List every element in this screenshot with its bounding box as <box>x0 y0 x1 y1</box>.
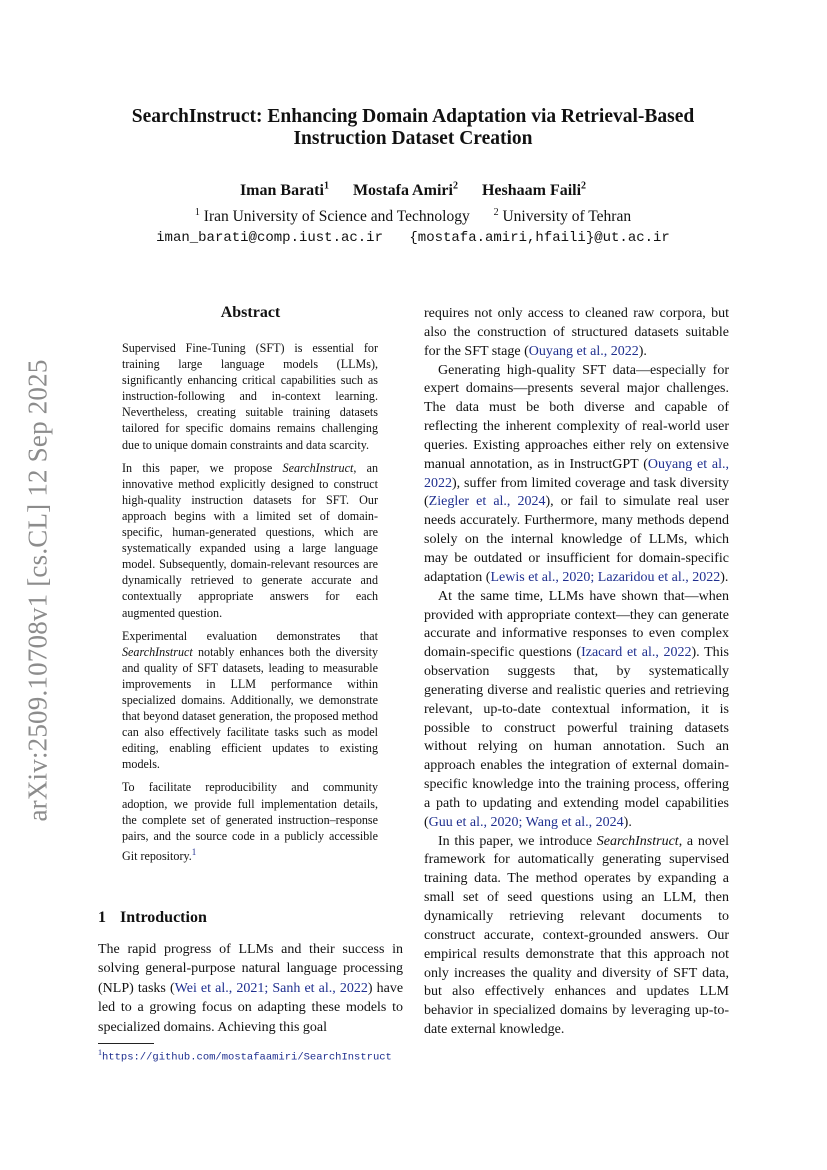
footnote-url-line <box>98 1046 392 1065</box>
abstract-paragraph-4 <box>122 779 378 864</box>
affil-mark: 1 <box>194 207 200 218</box>
text-run: At the same time, LLMs have shown that—when provided with appropriate context—they can generate accurate and informative responses to even complex domain-specific questions ( <box>424 588 729 661</box>
abstract-heading: Abstract <box>220 304 281 321</box>
text-run: ), or fail to simulate real user needs accurately. Furthermore, many methods depend solely on the internal knowledge of LLMs, which may be outdated or insufficient for domain-specific adaptation ( <box>424 494 729 585</box>
affiliation-1 <box>195 208 470 225</box>
text-run: The rapid progress of LLMs and their success in solving general-purpose natural language processing (NLP) tasks ( <box>98 942 403 996</box>
text-run: To facilitate reproducibility and community adoption, we provide full implementation details, the complete set of generated instruction–response pairs, and the source code in a publicly accessible Git repository. <box>122 780 378 863</box>
footnote-mark: 1 <box>98 1048 102 1057</box>
author-name: Mostafa Amiri <box>352 182 453 200</box>
citation-separator: ; <box>590 569 598 585</box>
citation-separator: ; <box>518 814 526 830</box>
text-run: ). This observation suggests that, by systematically generating diverse and realistic queries and retrieving relevant, up-to-date contextual information, it is possible to construct powerful training datasets without relying on human annotation. Such an approach enables the integration of external domain-specific knowledge into the training process, offering a path to updating and extending model capabilities ( <box>424 645 729 830</box>
footnote-link[interactable]: 1 <box>191 846 197 857</box>
citation-link[interactable]: Ouyang et al., 2022 <box>424 456 730 491</box>
paper-title: SearchInstruct: Enhancing Domain Adaptation via Retrieval-Based Instruction Dataset Creation <box>131 106 695 149</box>
text-run: In this paper, we introduce <box>438 833 597 849</box>
author-affil-mark: 2 <box>581 181 587 192</box>
text-run: ). <box>623 814 632 830</box>
author-name: Heshaam Faili <box>481 182 582 200</box>
footnote <box>98 1046 398 1065</box>
section-heading-introduction <box>98 909 207 927</box>
author-list <box>98 181 728 200</box>
citation-link[interactable]: Lewis et al., 2020 <box>490 569 591 585</box>
arxiv-side-identifier <box>18 345 58 835</box>
arxiv-identifier-text: arXiv:2509.10708v1 [cs.CL] 12 Sep 2025 <box>22 358 53 822</box>
author-2 <box>353 182 458 199</box>
text-run: Generating high-quality SFT data—especially for expert domains—presents several major challenges. The data must be both diverse and capable of reflecting the inherent complexity of real-world user queries. Existing approaches either rely on extensive manual annotation, as in InstructGPT ( <box>424 362 729 472</box>
email-1: iman_barati@comp.iust.ac.ir <box>156 230 383 246</box>
citation-link[interactable]: Wang et al., 2024 <box>525 814 624 830</box>
citation-separator: ; <box>264 980 273 996</box>
intro-left-column <box>98 940 403 1037</box>
text-run: ) have led to a growing focus on adapting these models to specialized domains. Achieving this goal <box>98 980 404 1035</box>
affil-mark: 2 <box>493 207 499 218</box>
citation-link[interactable]: Sanh et al., 2022 <box>272 980 368 996</box>
citation-link[interactable]: Guu et al., 2020 <box>428 814 519 830</box>
intro-paragraph-3 <box>424 588 729 833</box>
footnote-url-link[interactable]: https://github.com/mostafaamiri/SearchInstruct <box>102 1051 392 1064</box>
intro-paragraph-continued <box>424 305 729 362</box>
affiliation-2 <box>494 208 632 225</box>
abstract-paragraph-3 <box>122 628 378 773</box>
intro-paragraph-2 <box>424 362 729 588</box>
author-3 <box>482 182 586 199</box>
abstract-paragraph-2 <box>122 460 378 621</box>
section-number: 1 <box>98 909 106 926</box>
intro-paragraph-4 <box>424 833 729 1040</box>
method-name: SearchInstruct <box>282 460 354 475</box>
abstract-paragraph-1: Supervised Fine-Tuning (SFT) is essential for training large language models (LLMs), significantly enhancing critical capabilities such as instruction-following and in-context learning. Nevertheless, creating suitable training datasets tailored for specific domains remains challenging due to unique domain constraints and data scarcity. <box>122 341 378 452</box>
citation-link[interactable]: Ziegler et al., 2024 <box>428 494 546 510</box>
method-name: SearchInstruct <box>122 644 193 659</box>
text-run: requires not only access to cleaned raw corpora, but also the construction of structured datasets suitable for the SFT stage ( <box>424 306 729 359</box>
text-run: ), suffer from limited coverage and task diversity ( <box>424 475 729 510</box>
text-run: In this paper, we propose <box>122 460 283 475</box>
email-list <box>98 230 728 246</box>
author-name: Iman Barati <box>239 182 324 200</box>
abstract-body <box>122 340 378 871</box>
text-run: , an innovative method explicitly designed to construct high-quality instruction datasets for SFT. Our approach begins with a limited set of domain-specific, human-generated questions, which are systematically expanded using a large language model. Subsequently, domain-relevant resources are dynamically retrieved to generate accurate and contextually appropriate answers for each augmented question. <box>122 460 378 620</box>
affil-name: University of Tehran <box>502 208 632 226</box>
text-run: Experimental evaluation demonstrates that <box>122 628 378 643</box>
method-name: SearchInstruct <box>596 833 679 849</box>
intro-right-column <box>424 305 729 1040</box>
author-affil-mark: 2 <box>452 181 458 192</box>
author-affil-mark: 1 <box>323 181 329 192</box>
author-1 <box>240 182 329 199</box>
footnote-rule <box>98 1043 154 1044</box>
citation-link[interactable]: Izacard et al., 2022 <box>581 645 692 661</box>
text-run: ). <box>720 569 729 585</box>
section-title: Introduction <box>120 909 207 926</box>
intro-paragraph-1 <box>98 940 403 1037</box>
citation-link[interactable]: Lazaridou et al., 2022 <box>597 569 721 585</box>
text-run: ). <box>638 343 647 359</box>
text-run: , a novel framework for automatically generating supervised training data. The method operates by expanding a small set of seed questions using an LLM, then dynamically retrieving relevant documents to construct accurate, context-grounded answers. Our empirical results demonstrate that this approach not only increases the quality and diversity of SFT data, but also effectively enhances and updates LLM behavior in specialized domains by leveraging up-to-date external knowledge. <box>424 833 729 1038</box>
affil-name: Iran University of Science and Technology <box>203 208 470 226</box>
email-2: {mostafa.amiri,hfaili}@ut.ac.ir <box>409 230 670 246</box>
text-run: notably enhances both the diversity and quality of SFT datasets, leading to measurable improvements in LLM performance within specialized domains. Additionally, we demonstrate that beyond dataset generation, the proposed method can also effectively facilitate tasks such as model editing, enabling efficient updates to existing models. <box>122 644 378 772</box>
affiliation-list <box>98 207 728 226</box>
citation-link[interactable]: Ouyang et al., 2022 <box>528 343 639 359</box>
citation-link[interactable]: Wei et al., 2021 <box>174 980 265 996</box>
